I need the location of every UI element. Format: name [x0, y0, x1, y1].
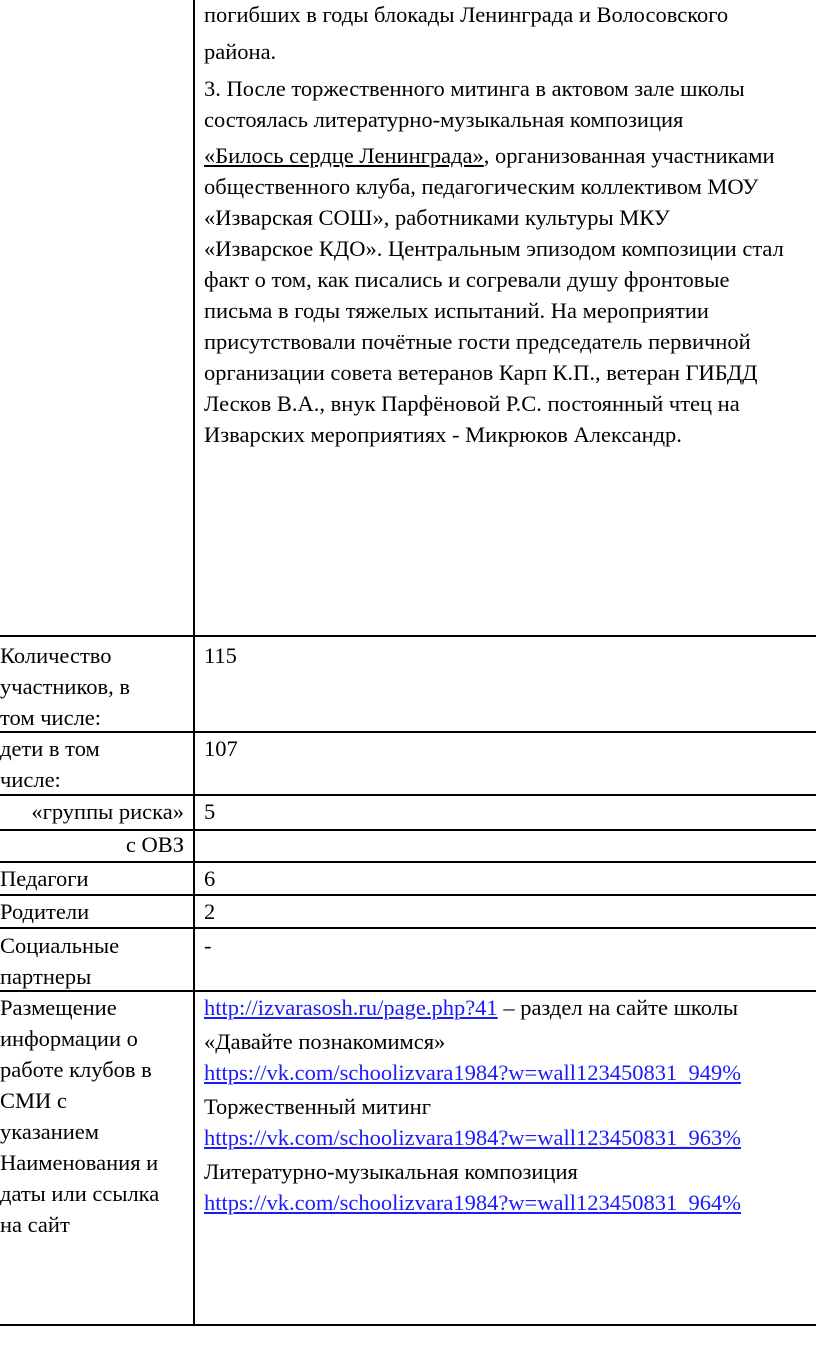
description-line: погибших в годы блокады Ленинграда и Волосовского — [204, 2, 729, 27]
description-line: 3. После торжественного митинга в актовом зале школы — [204, 76, 745, 101]
participants-value: 115 — [204, 643, 237, 668]
description-line: «Изварское КДО». Центральным эпизодом композиции стал — [204, 236, 784, 261]
description-line: общественного клуба, педагогическим коллективом МОУ — [204, 174, 759, 199]
description-line: факт о том, как писались и согревали душу фронтовые — [204, 267, 730, 292]
description-line: Лесков В.А., внук Парфёновой Р.С. постоянный чтец на — [204, 391, 740, 416]
children-value: 107 — [204, 736, 238, 761]
school-site-link[interactable]: http://izvarasosh.ru/page.php?41 — [204, 995, 498, 1020]
description-line: района. — [204, 39, 277, 64]
description-line: «Билось сердце Ленинграда», организованная участниками — [204, 143, 775, 168]
vk-link-949[interactable]: https://vk.com/schoolizvara1984?w=wall123450831_949% — [204, 1060, 741, 1085]
vk-link-963[interactable]: https://vk.com/schoolizvara1984?w=wall123450831_963% — [204, 1125, 741, 1150]
description-line: присутствовали почётные гости председатель первичной — [204, 329, 751, 354]
parents-label: Родители — [0, 899, 90, 924]
description-line: состоялась литературно-музыкальная композиция — [204, 107, 684, 132]
row-divider — [0, 1324, 816, 1326]
ovz-label: с ОВЗ — [125, 832, 184, 857]
risk-group-value: 5 — [204, 799, 216, 824]
risk-group-label: «группы риска» — [31, 799, 184, 824]
media-label: Размещение информации о работе клубов в СМИ с указанием Наименования и даты или ссылка на сайт — [0, 995, 160, 1237]
children-label: дети в том числе: — [0, 736, 100, 792]
media-value: http://izvarasosh.ru/page.php?41 – раздел на сайте школы «Давайте познакомимся» https://vk.com/schoolizvara1984?w=wall123450831_949% Торжественный митинг https://vk.com/schoolizvara1984?w=wall123450831_963% Литературно-музыкальная композиция https://vk.com/schoolizvara1984?w=wall123450831_964% — [204, 995, 741, 1215]
event-title-underlined: «Билось сердце Ленинграда» — [204, 143, 484, 168]
row-divider — [0, 927, 816, 929]
caption-acquaintance: «Давайте познакомимся» — [204, 1029, 446, 1054]
caption-composition: Литературно-музыкальная композиция — [204, 1159, 578, 1184]
description-line: организации совета ветеранов Карп К.П., ветеран ГИБДД — [204, 360, 758, 385]
teachers-value: 6 — [204, 866, 216, 891]
participants-label: Количество участников, в том числе: — [0, 643, 130, 730]
column-divider — [193, 0, 195, 1325]
partners-value: - — [204, 933, 212, 958]
description-line: «Изварская СОШ», работниками культуры МКУ — [204, 205, 670, 230]
description-cell — [204, 0, 784, 450]
parents-value: 2 — [204, 899, 216, 924]
teachers-label: Педагоги — [0, 866, 89, 891]
row-divider — [0, 635, 816, 637]
description-line: Изварских мероприятиях - Микрюков Александр. — [204, 422, 682, 447]
partners-label: Социальные партнеры — [0, 933, 120, 989]
description-line: письма в годы тяжелых испытаний. На мероприятии — [204, 298, 709, 323]
vk-link-964[interactable]: https://vk.com/schoolizvara1984?w=wall123450831_964% — [204, 1190, 741, 1215]
caption-rally: Торжественный митинг — [204, 1094, 431, 1119]
